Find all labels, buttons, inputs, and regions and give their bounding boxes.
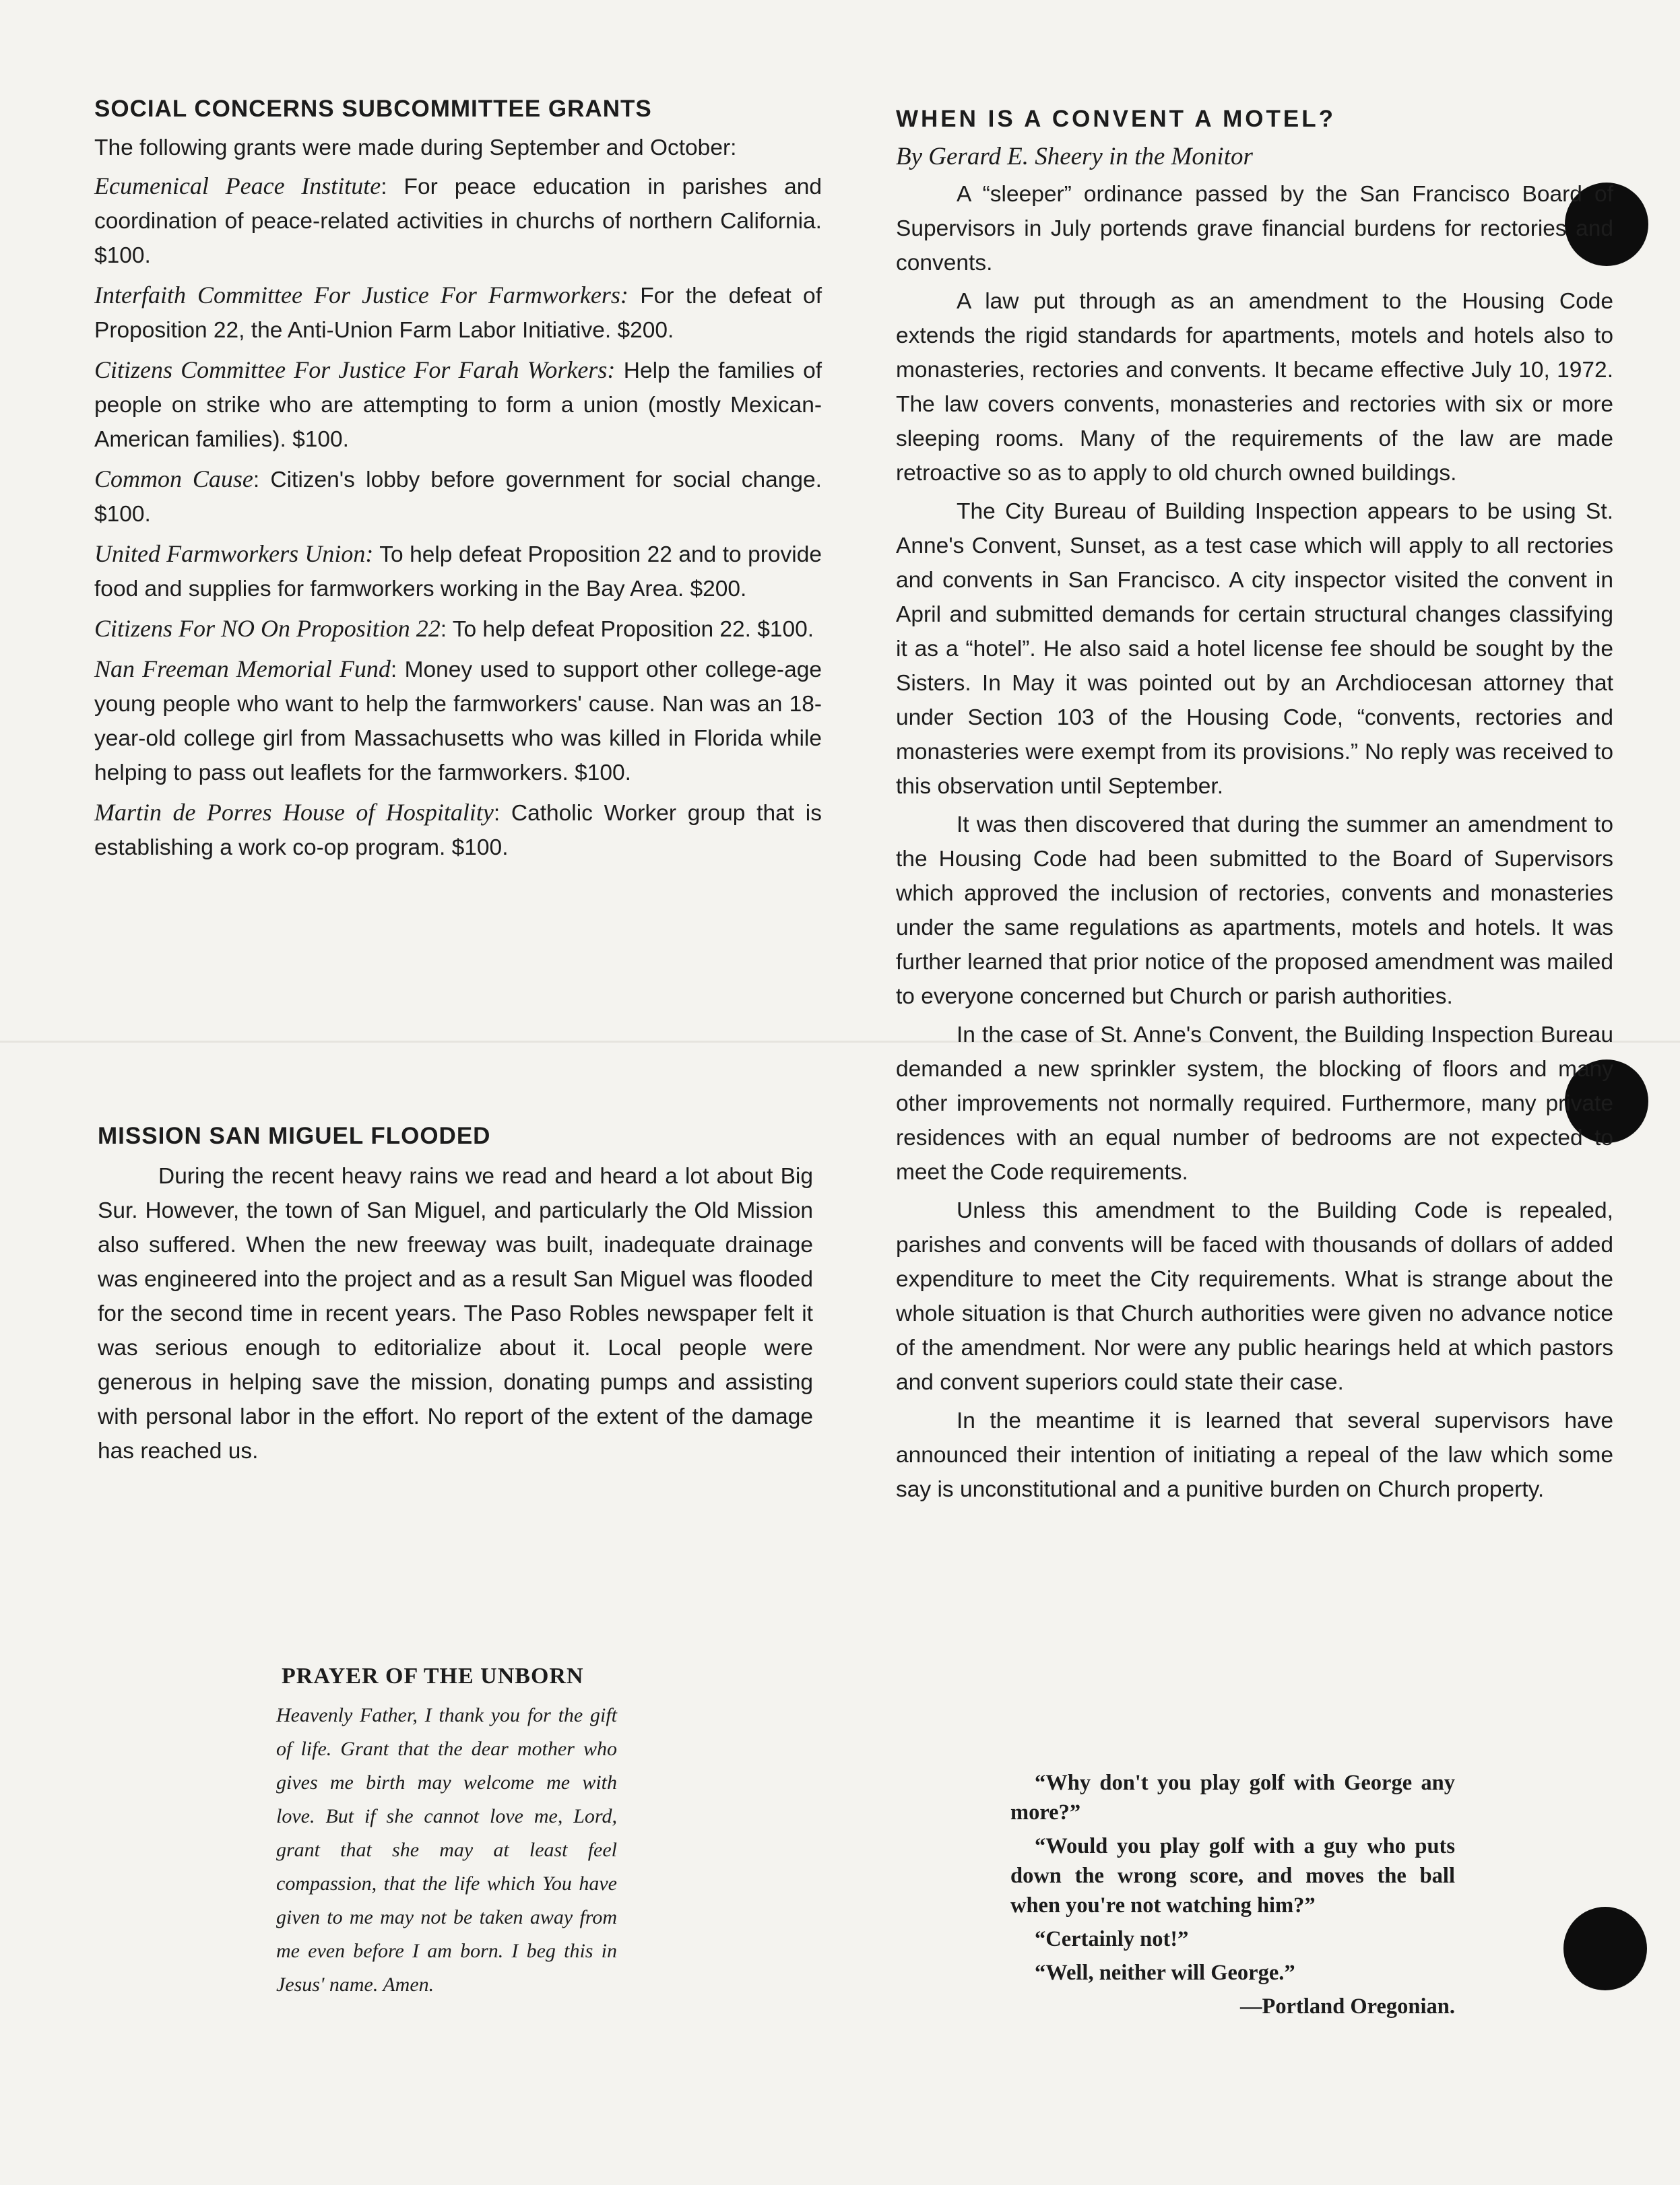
grant-description: Money used to support other college-age young people who want to help the farmworkers' cause. Nan was an 18-year-old college girl from Massachusetts who was killed in Florida while helping to pass out leaflets for the farmworkers. $100. [94,657,822,785]
grant-description: Citizen's lobby before government for social change. $100. [94,467,822,527]
prayer-section [276,1664,617,2002]
grants-intro: The following grants were made during September and October: [94,135,737,160]
grant-name: Citizens For NO On Proposition 22 [94,615,441,642]
grant-description: For peace education in parishes and coordination of peace-related activities in churchs of northern California. $100. [94,174,822,268]
grant-item [94,278,822,348]
grant-item [94,612,822,647]
convent-paragraph: Unless this amendment to the Building Code is repealed, parishes and convents will be faced with thousands of dollars of added expenditure to meet the City requirements. What is strange about the whole situation is that Church authorities were given no advance notice of the amendment. Nor were any public hearings held at which pastors and convent superiors could state their case. [896,1198,1613,1395]
grant-separator [373,542,379,567]
prayer-title: PRAYER OF THE UNBORN [282,1664,584,1689]
convent-heading: WHEN IS A CONVENT A MOTEL? [896,106,1336,132]
grant-list [94,169,822,865]
convent-paragraph: It was then discovered that during the summer an amendment to the Housing Code had been submitted to the Board of Supervisors which approved the inclusion of rectories, convents and monasteries under the same regulations as apartments, motels and hotels. It was further learned that prior notice of the proposed amendment was mailed to everyone concerned but Church or parish authorities. [896,812,1613,1009]
grant-item [94,652,822,790]
grant-separator: : [381,174,404,199]
grant-item [94,537,822,606]
grant-item [94,462,822,531]
convent-paragraph: A law put through as an amendment to the Housing Code extends the rigid standards for apartments, motels and hotels also to monasteries, rectories and convents. It became effective July 10, 1972. The law covers convents, monasteries and rectories with six or more sleeping rooms. Many of the requirements of the law are made retroactive so as to apply to old church owned buildings. [896,289,1613,486]
grant-description: To help defeat Proposition 22 and to provide food and supplies for farmworkers working in the Bay Area. $200. [94,542,822,601]
golf-joke [1010,1768,1455,2025]
joke-lines [1010,1768,1455,1988]
punch-hole-bottom [1563,1907,1647,1990]
grant-item [94,169,822,273]
convent-article [896,104,1613,1511]
grant-item [94,795,822,865]
grant-separator [615,358,623,383]
convent-body [896,177,1613,1507]
grant-name: Nan Freeman Memorial Fund [94,655,391,682]
joke-line: “Would you play golf with a guy who puts down the wrong score, and moves the ball when you're not watching him?” [1010,1834,1455,1918]
grant-separator: : [253,467,271,492]
convent-paragraph: In the case of St. Anne's Convent, the Building Inspection Bureau demanded a new sprinkler system, the blocking of floors and many other improvements not normally required. Furthermore, many private residences with an equal number of bedrooms are not expected to meet the Code requirements. [896,1022,1613,1185]
grant-name: Interfaith Committee For Justice For Farmworkers: [94,282,628,308]
joke-line: “Certainly not!” [1035,1927,1189,1951]
prayer-text: Heavenly Father, I thank you for the gift of life. Grant that the dear mother who gives me birth may welcome me with love. But if she cannot love me, Lord, grant that she may at least feel compassion, that the life which You have given to me may not be taken away from me even before I am born. I beg this in Jesus' name. Amen. [276,1704,617,1996]
flood-section [98,1121,813,1472]
joke-line: “Well, neither will George.” [1035,1961,1295,1985]
grant-name: Common Cause [94,465,253,492]
grant-separator: : [493,801,511,826]
convent-paragraph: In the meantime it is learned that several supervisors have announced their intention of initiating a repeal of the law which some say is unconstitutional and a punitive burden on Church property. [896,1408,1613,1502]
joke-attribution: —Portland Oregonian. [1239,1994,1455,2019]
flood-body: During the recent heavy rains we read and heard a lot about Big Sur. However, the town of San Miguel, and particularly the Old Mission also suffered. When the new freeway was built, inadequate drainage was engineered into the project and as a result San Miguel was flooded for the second time in recent years. The Paso Robles newspaper felt it was serious enough to editorialize about it. Local people were generous in helping save the mission, donating pumps and assisting with personal labor in the effort. No report of the extent of the damage has reached us. [98,1164,813,1464]
grant-description: To help defeat Proposition 22. $100. [452,617,814,642]
grant-description: Catholic Worker group that is establishing a work co-op program. $100. [94,801,822,860]
grant-name: Ecumenical Peace Institute [94,172,381,199]
grant-name: Citizens Committee For Justice For Farah Workers: [94,356,616,383]
grant-separator: : [390,657,405,682]
joke-line: “Why don't you play golf with George any more?” [1010,1771,1455,1825]
grant-separator: : [440,617,453,642]
convent-byline: By Gerard E. Sheery in the Monitor [896,143,1253,170]
grant-separator [628,284,640,308]
convent-paragraph: The City Bureau of Building Inspection appears to be using St. Anne's Convent, Sunset, as a test case which will apply to all rectories and convents in San Francisco. A city inspector visited the convent in April and submitted demands for certain structural changes classifying it as a “hotel”. He also said a hotel license fee should be sought by the Sisters. In May it was pointed out by an Archdiocesan attorney that under Section 103 of the Housing Code, “convents, rectories and monasteries were exempt from its provisions.” No reply was received to this observation until September. [896,499,1613,799]
grants-section [94,94,822,870]
grant-name: Martin de Porres House of Hospitality [94,799,494,826]
grant-name: United Farmworkers Union: [94,540,374,567]
grant-item [94,353,822,457]
grants-heading: SOCIAL CONCERNS SUBCOMMITTEE GRANTS [94,96,652,122]
convent-paragraph: A “sleeper” ordinance passed by the San Francisco Board of Supervisors in July portends grave financial burdens for rectories and convents. [896,182,1613,275]
flood-heading: MISSION SAN MIGUEL FLOODED [98,1123,491,1149]
grant-description: For the defeat of Proposition 22, the Anti-Union Farm Labor Initiative. $200. [94,284,822,343]
grant-description: Help the families of people on strike who are attempting to form a union (mostly Mexican-American families). $100. [94,358,822,452]
